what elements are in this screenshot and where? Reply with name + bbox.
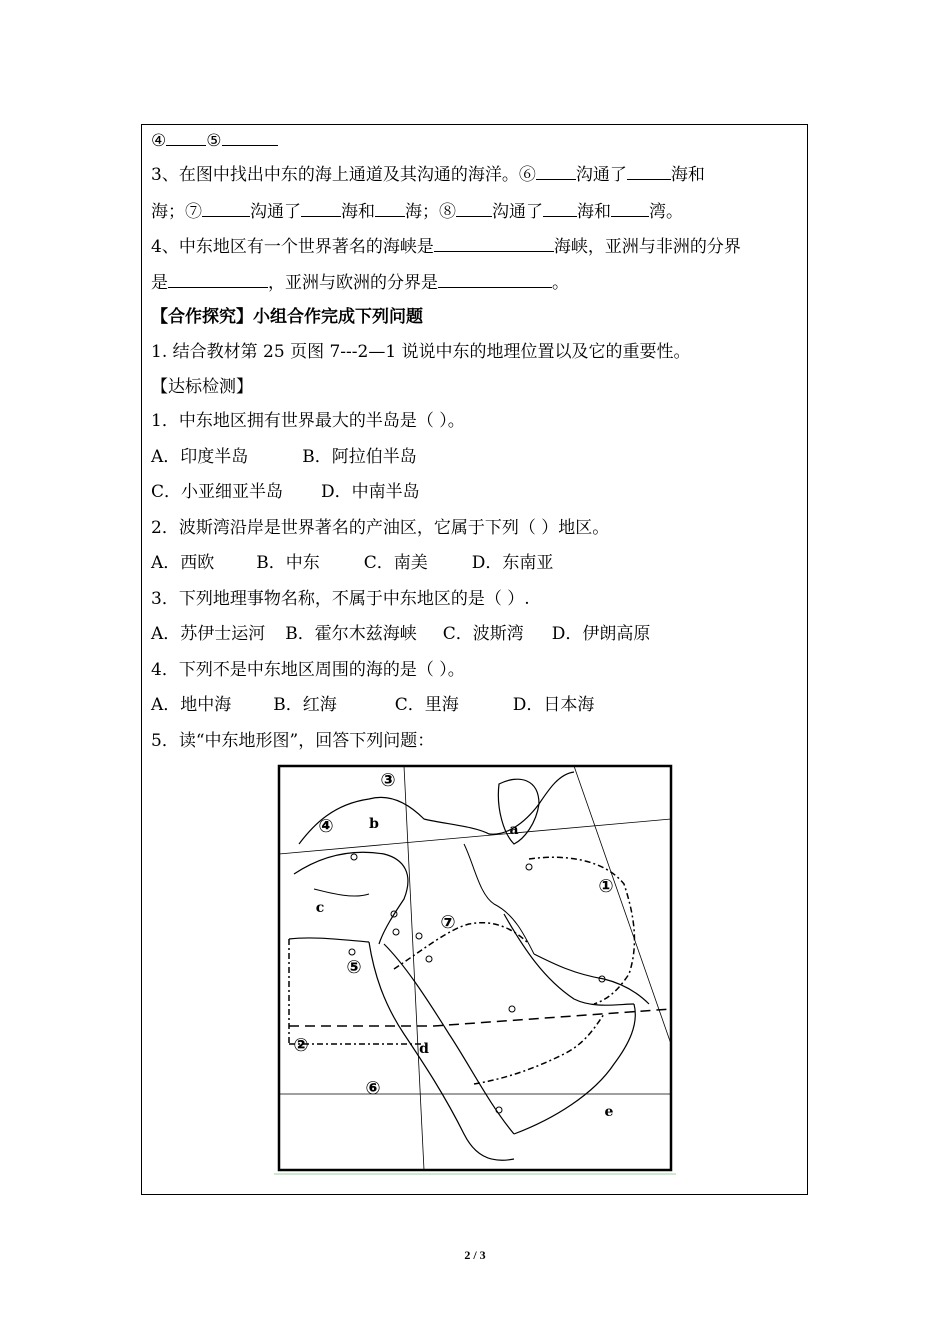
option-b[interactable]: B．中东 (256, 553, 320, 573)
test-q4-options (151, 694, 594, 716)
map-letter-a: a (509, 822, 519, 838)
test-q1: 1．中东地区拥有世界最大的半岛是（ ）。 (151, 411, 465, 431)
test-q5: 5．读“中东地形图”，回答下列问题： (151, 731, 435, 751)
map-marker-1: ① (598, 876, 614, 897)
option-d[interactable]: D．伊朗高原 (551, 624, 651, 644)
blank-6[interactable] (536, 163, 576, 180)
test-heading: 【达标检测】 (151, 377, 253, 397)
blank-7-sea-2[interactable] (375, 200, 405, 217)
test-q3-options (151, 623, 650, 645)
marker-4: ④ (151, 131, 167, 151)
option-c[interactable]: C．小亚细亚半岛 (151, 482, 284, 502)
map-marker-7: ⑦ (440, 912, 456, 933)
blank-6-sea[interactable] (627, 163, 671, 180)
map-marker-6: ⑥ (365, 1078, 381, 1099)
blank-strait[interactable] (434, 235, 554, 252)
option-d[interactable]: D．中南半岛 (321, 482, 420, 502)
option-a[interactable]: A．西欧 (151, 553, 215, 573)
question-4-line-1: 4、中东地区有一个世界著名的海峡是 海峡，亚洲与非洲的分界 (151, 237, 741, 257)
blank-8-gulf[interactable] (611, 200, 649, 217)
map-marker-2: ② (293, 1035, 309, 1056)
option-a[interactable]: A．地中海 (151, 695, 232, 715)
question-3-line-1: 3、在图中找出中东的海上通道及其沟通的海洋。⑥ 沟通了 海和 (151, 165, 705, 185)
test-q4: 4．下列不是中东地区周围的海的是（ ）。 (151, 660, 465, 680)
blank-asia-africa[interactable] (168, 271, 268, 288)
option-b[interactable]: B．阿拉伯半岛 (302, 447, 417, 467)
blank-8[interactable] (456, 200, 492, 217)
answer-line-4-5 (151, 129, 278, 152)
blank-8-sea[interactable] (543, 200, 577, 217)
map-letter-d: d (419, 1041, 429, 1057)
blank-5[interactable] (222, 129, 278, 146)
option-a[interactable]: A．苏伊士运河 (151, 624, 266, 644)
map-letter-c: c (315, 900, 325, 916)
option-c[interactable]: C．波斯湾 (442, 624, 524, 644)
map-marker-5: ⑤ (346, 957, 362, 978)
map-marker-3: ③ (380, 770, 396, 791)
blank-7[interactable] (202, 200, 250, 217)
option-c[interactable]: C．里海 (394, 695, 459, 715)
blank-asia-europe[interactable] (438, 271, 552, 288)
blank-7-sea-1[interactable] (301, 200, 341, 217)
option-d[interactable]: D．日本海 (512, 695, 595, 715)
option-a[interactable]: A．印度半岛 (151, 447, 249, 467)
question-4-line-2: 是 ，亚洲与欧洲的分界是 。 (151, 273, 569, 293)
map-letter-e: e (604, 1104, 614, 1120)
blank-4[interactable] (166, 129, 206, 146)
option-b[interactable]: B．红海 (273, 695, 337, 715)
test-q1-options-ab (151, 446, 417, 468)
test-q3: 3．下列地理事物名称，不属于中东地区的是（ ）. (151, 589, 530, 609)
marker-5: ⑤ (206, 131, 222, 151)
option-d[interactable]: D．东南亚 (471, 553, 554, 573)
cooperate-heading: 【合作探究】小组合作完成下列问题 (151, 307, 423, 327)
cooperate-item-1: 1. 结合教材第 25 页图 7---2—1 说说中东的地理位置以及它的重要性。 (151, 342, 691, 362)
option-b[interactable]: B．霍尔木兹海峡 (285, 624, 417, 644)
test-q2: 2．波斯湾沿岸是世界著名的产油区，它属于下列（ ）地区。 (151, 518, 610, 538)
test-q2-options (151, 552, 553, 574)
middle-east-terrain-map (274, 764, 676, 1176)
map-marker-4: ④ (318, 816, 334, 837)
test-q1-options-cd (151, 481, 420, 503)
page-number: 2 / 3 (464, 1248, 486, 1262)
map-letter-b: b (369, 816, 379, 832)
question-3-line-2: 海；⑦ 沟通了 海和 海；⑧ 沟通了 海和 湾。 (151, 202, 683, 222)
option-c[interactable]: C．南美 (363, 553, 428, 573)
